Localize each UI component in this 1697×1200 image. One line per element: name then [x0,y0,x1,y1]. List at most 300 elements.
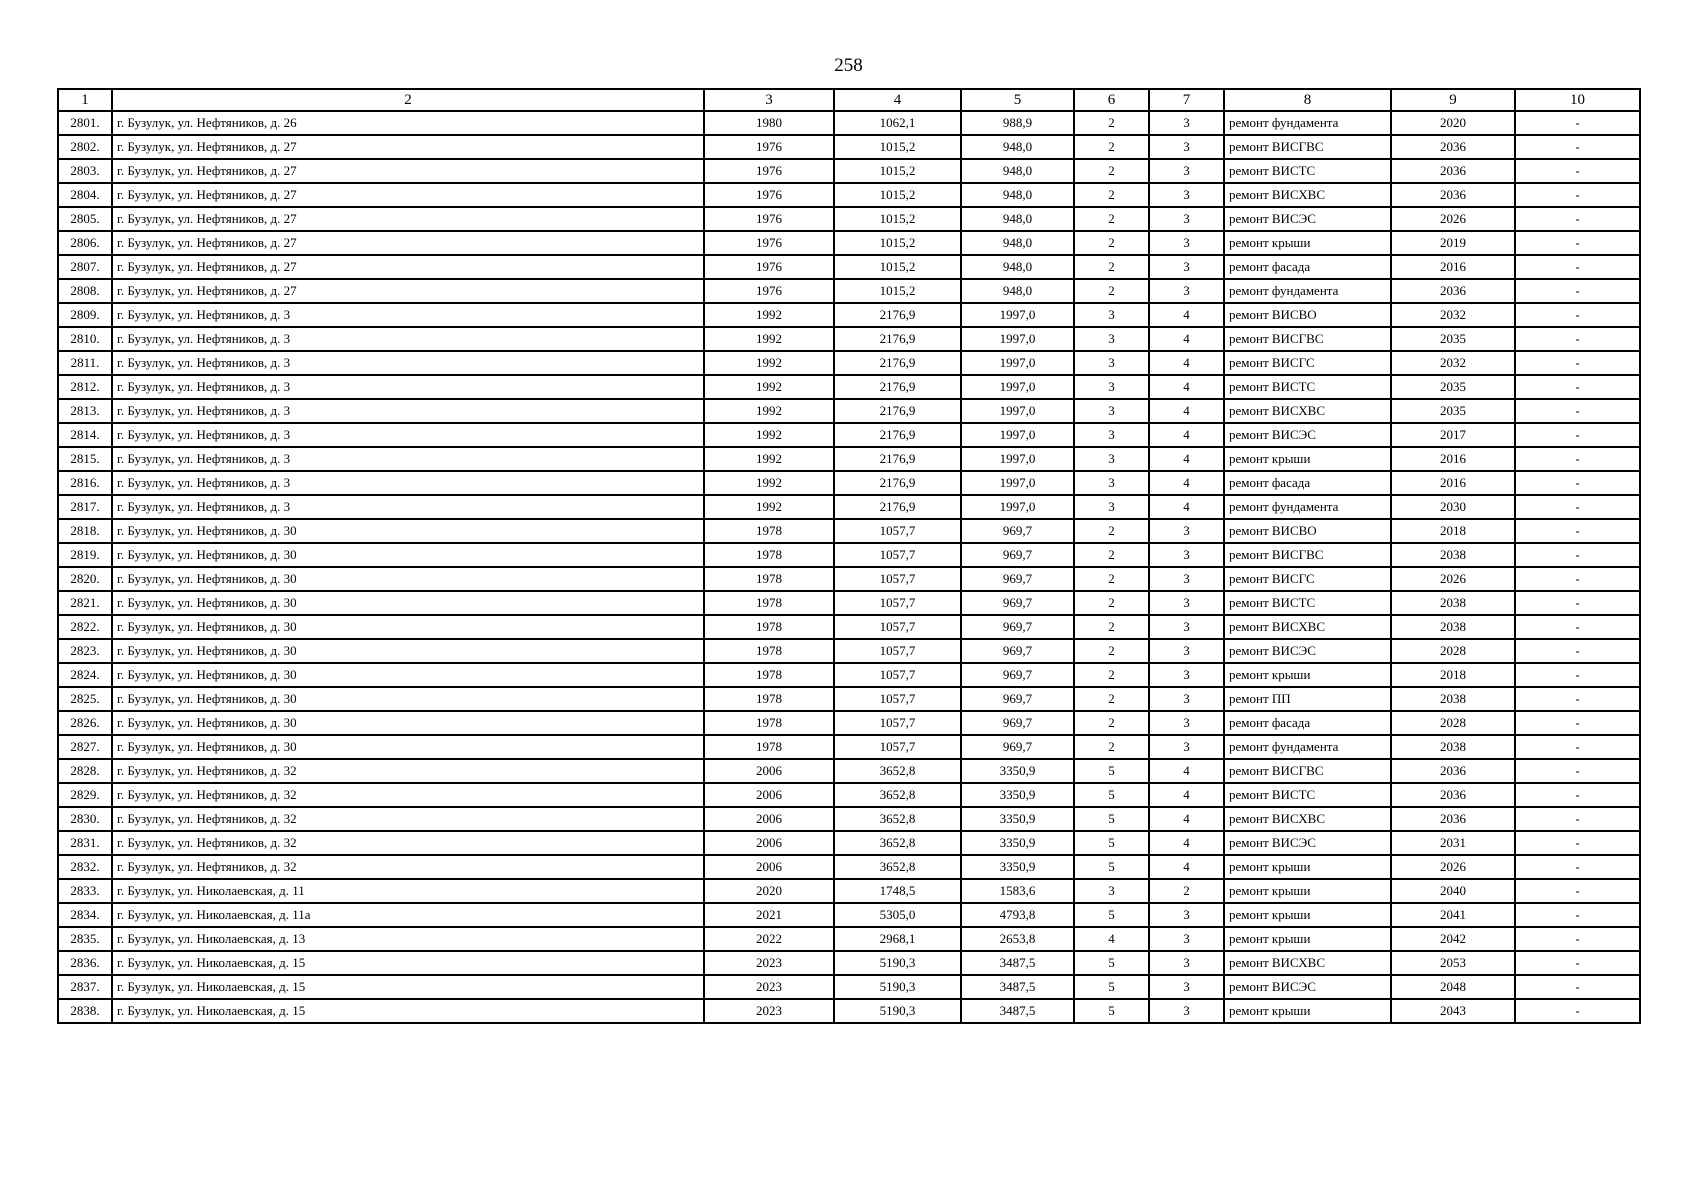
row-number-cell: 2830. [58,807,112,831]
year-built-cell: 1992 [704,471,834,495]
table-row [58,351,1640,375]
work-type-cell: ремонт фасада [1224,471,1391,495]
floors-cell: 3 [1074,399,1149,423]
row-number-cell: 2822. [58,615,112,639]
total-area-cell: 1015,2 [834,159,961,183]
address-cell: г. Бузулук, ул. Нефтяников, д. 30 [112,519,704,543]
work-type-cell: ремонт фасада [1224,255,1391,279]
floors-cell: 5 [1074,783,1149,807]
work-type-cell: ремонт ВИСЭС [1224,831,1391,855]
year-built-cell: 1976 [704,135,834,159]
entrances-cell: 3 [1149,111,1224,135]
row-number-cell: 2809. [58,303,112,327]
column-header: 5 [961,89,1074,111]
column-header: 6 [1074,89,1149,111]
work-type-cell: ремонт фундамента [1224,735,1391,759]
living-area-cell: 1997,0 [961,447,1074,471]
note-cell: - [1515,615,1640,639]
living-area-cell: 3350,9 [961,831,1074,855]
total-area-cell: 1057,7 [834,567,961,591]
row-number-cell: 2827. [58,735,112,759]
living-area-cell: 3487,5 [961,975,1074,999]
living-area-cell: 1997,0 [961,471,1074,495]
address-cell: г. Бузулук, ул. Нефтяников, д. 30 [112,639,704,663]
floors-cell: 3 [1074,327,1149,351]
entrances-cell: 2 [1149,879,1224,903]
entrances-cell: 3 [1149,207,1224,231]
row-number-cell: 2835. [58,927,112,951]
living-area-cell: 3350,9 [961,759,1074,783]
note-cell: - [1515,447,1640,471]
table-row [58,471,1640,495]
address-cell: г. Бузулук, ул. Нефтяников, д. 26 [112,111,704,135]
total-area-cell: 2176,9 [834,423,961,447]
floors-cell: 2 [1074,255,1149,279]
year-built-cell: 2006 [704,759,834,783]
address-cell: г. Бузулук, ул. Нефтяников, д. 32 [112,783,704,807]
entrances-cell: 3 [1149,903,1224,927]
table-row [58,735,1640,759]
year-built-cell: 2023 [704,999,834,1023]
entrances-cell: 3 [1149,711,1224,735]
row-number-cell: 2812. [58,375,112,399]
address-cell: г. Бузулук, ул. Николаевская, д. 15 [112,951,704,975]
address-cell: г. Бузулук, ул. Николаевская, д. 11а [112,903,704,927]
address-cell: г. Бузулук, ул. Нефтяников, д. 32 [112,831,704,855]
note-cell: - [1515,567,1640,591]
total-area-cell: 1015,2 [834,183,961,207]
table-row [58,591,1640,615]
entrances-cell: 3 [1149,183,1224,207]
table-row [58,663,1640,687]
planned-year-cell: 2035 [1391,399,1515,423]
note-cell: - [1515,399,1640,423]
note-cell: - [1515,903,1640,927]
floors-cell: 2 [1074,183,1149,207]
year-built-cell: 1992 [704,303,834,327]
row-number-cell: 2820. [58,567,112,591]
entrances-cell: 4 [1149,351,1224,375]
entrances-cell: 3 [1149,639,1224,663]
year-built-cell: 1976 [704,231,834,255]
year-built-cell: 1978 [704,687,834,711]
address-cell: г. Бузулук, ул. Нефтяников, д. 3 [112,399,704,423]
floors-cell: 5 [1074,903,1149,927]
total-area-cell: 3652,8 [834,783,961,807]
year-built-cell: 1978 [704,519,834,543]
year-built-cell: 1992 [704,495,834,519]
living-area-cell: 988,9 [961,111,1074,135]
column-header: 3 [704,89,834,111]
total-area-cell: 3652,8 [834,759,961,783]
row-number-cell: 2833. [58,879,112,903]
row-number-cell: 2805. [58,207,112,231]
work-type-cell: ремонт крыши [1224,903,1391,927]
entrances-cell: 4 [1149,447,1224,471]
living-area-cell: 2653,8 [961,927,1074,951]
entrances-cell: 3 [1149,951,1224,975]
note-cell: - [1515,831,1640,855]
work-type-cell: ремонт ВИСТС [1224,783,1391,807]
work-type-cell: ремонт фундамента [1224,495,1391,519]
floors-cell: 2 [1074,159,1149,183]
entrances-cell: 3 [1149,591,1224,615]
total-area-cell: 2176,9 [834,375,961,399]
table-row [58,231,1640,255]
note-cell: - [1515,255,1640,279]
note-cell: - [1515,543,1640,567]
total-area-cell: 1015,2 [834,207,961,231]
entrances-cell: 3 [1149,159,1224,183]
year-built-cell: 2006 [704,807,834,831]
floors-cell: 3 [1074,495,1149,519]
note-cell: - [1515,759,1640,783]
total-area-cell: 2176,9 [834,303,961,327]
table-row [58,303,1640,327]
total-area-cell: 5190,3 [834,951,961,975]
address-cell: г. Бузулук, ул. Нефтяников, д. 32 [112,759,704,783]
total-area-cell: 1057,7 [834,615,961,639]
table-row [58,399,1640,423]
entrances-cell: 3 [1149,927,1224,951]
address-cell: г. Бузулук, ул. Нефтяников, д. 30 [112,615,704,639]
entrances-cell: 3 [1149,999,1224,1023]
planned-year-cell: 2053 [1391,951,1515,975]
total-area-cell: 1748,5 [834,879,961,903]
year-built-cell: 2023 [704,975,834,999]
work-type-cell: ремонт крыши [1224,927,1391,951]
work-type-cell: ремонт ВИСЭС [1224,423,1391,447]
note-cell: - [1515,183,1640,207]
year-built-cell: 1976 [704,159,834,183]
work-type-cell: ремонт ВИСТС [1224,159,1391,183]
floors-cell: 2 [1074,519,1149,543]
row-number-cell: 2819. [58,543,112,567]
planned-year-cell: 2035 [1391,327,1515,351]
row-number-cell: 2801. [58,111,112,135]
address-cell: г. Бузулук, ул. Нефтяников, д. 3 [112,303,704,327]
living-area-cell: 969,7 [961,519,1074,543]
living-area-cell: 3350,9 [961,807,1074,831]
planned-year-cell: 2036 [1391,279,1515,303]
entrances-cell: 4 [1149,399,1224,423]
living-area-cell: 948,0 [961,279,1074,303]
address-cell: г. Бузулук, ул. Нефтяников, д. 30 [112,591,704,615]
entrances-cell: 3 [1149,735,1224,759]
planned-year-cell: 2035 [1391,375,1515,399]
row-number-cell: 2838. [58,999,112,1023]
floors-cell: 5 [1074,855,1149,879]
year-built-cell: 1976 [704,183,834,207]
address-cell: г. Бузулук, ул. Нефтяников, д. 32 [112,855,704,879]
living-area-cell: 1997,0 [961,495,1074,519]
column-header: 7 [1149,89,1224,111]
work-type-cell: ремонт ВИСХВС [1224,615,1391,639]
table-row [58,111,1640,135]
note-cell: - [1515,855,1640,879]
row-number-cell: 2832. [58,855,112,879]
work-type-cell: ремонт ВИСВО [1224,519,1391,543]
living-area-cell: 948,0 [961,183,1074,207]
total-area-cell: 2176,9 [834,495,961,519]
planned-year-cell: 2032 [1391,351,1515,375]
planned-year-cell: 2028 [1391,639,1515,663]
living-area-cell: 3487,5 [961,951,1074,975]
address-cell: г. Бузулук, ул. Нефтяников, д. 30 [112,567,704,591]
work-type-cell: ремонт ВИСХВС [1224,183,1391,207]
entrances-cell: 4 [1149,327,1224,351]
note-cell: - [1515,927,1640,951]
floors-cell: 3 [1074,303,1149,327]
table-row [58,543,1640,567]
entrances-cell: 3 [1149,231,1224,255]
address-cell: г. Бузулук, ул. Нефтяников, д. 27 [112,159,704,183]
work-type-cell: ремонт ВИСЭС [1224,975,1391,999]
floors-cell: 2 [1074,591,1149,615]
living-area-cell: 948,0 [961,231,1074,255]
entrances-cell: 3 [1149,687,1224,711]
row-number-cell: 2811. [58,351,112,375]
entrances-cell: 3 [1149,135,1224,159]
floors-cell: 5 [1074,999,1149,1023]
year-built-cell: 1978 [704,735,834,759]
planned-year-cell: 2036 [1391,759,1515,783]
living-area-cell: 3350,9 [961,783,1074,807]
work-type-cell: ремонт фундамента [1224,111,1391,135]
year-built-cell: 1992 [704,447,834,471]
note-cell: - [1515,279,1640,303]
note-cell: - [1515,711,1640,735]
planned-year-cell: 2016 [1391,447,1515,471]
row-number-cell: 2825. [58,687,112,711]
planned-year-cell: 2017 [1391,423,1515,447]
table-row [58,783,1640,807]
living-area-cell: 969,7 [961,711,1074,735]
row-number-cell: 2814. [58,423,112,447]
total-area-cell: 1062,1 [834,111,961,135]
row-number-cell: 2829. [58,783,112,807]
address-cell: г. Бузулук, ул. Николаевская, д. 15 [112,999,704,1023]
row-number-cell: 2826. [58,711,112,735]
floors-cell: 5 [1074,975,1149,999]
work-type-cell: ремонт ПП [1224,687,1391,711]
note-cell: - [1515,135,1640,159]
table-row [58,423,1640,447]
entrances-cell: 4 [1149,423,1224,447]
address-cell: г. Бузулук, ул. Николаевская, д. 13 [112,927,704,951]
floors-cell: 3 [1074,879,1149,903]
living-area-cell: 948,0 [961,135,1074,159]
total-area-cell: 1057,7 [834,711,961,735]
address-cell: г. Бузулук, ул. Нефтяников, д. 3 [112,471,704,495]
registry-table [57,88,1641,1024]
floors-cell: 2 [1074,735,1149,759]
entrances-cell: 3 [1149,663,1224,687]
total-area-cell: 3652,8 [834,831,961,855]
living-area-cell: 969,7 [961,687,1074,711]
entrances-cell: 3 [1149,543,1224,567]
row-number-cell: 2808. [58,279,112,303]
table-row [58,831,1640,855]
planned-year-cell: 2036 [1391,807,1515,831]
planned-year-cell: 2040 [1391,879,1515,903]
table-row [58,759,1640,783]
address-cell: г. Бузулук, ул. Нефтяников, д. 30 [112,687,704,711]
table-row [58,447,1640,471]
total-area-cell: 2176,9 [834,471,961,495]
work-type-cell: ремонт ВИСТС [1224,591,1391,615]
address-cell: г. Бузулук, ул. Нефтяников, д. 27 [112,183,704,207]
row-number-cell: 2807. [58,255,112,279]
total-area-cell: 1015,2 [834,255,961,279]
floors-cell: 3 [1074,423,1149,447]
entrances-cell: 4 [1149,807,1224,831]
table-row [58,855,1640,879]
work-type-cell: ремонт крыши [1224,999,1391,1023]
column-header: 4 [834,89,961,111]
floors-cell: 5 [1074,951,1149,975]
planned-year-cell: 2041 [1391,903,1515,927]
work-type-cell: ремонт ВИСГВС [1224,327,1391,351]
floors-cell: 3 [1074,351,1149,375]
entrances-cell: 4 [1149,759,1224,783]
total-area-cell: 1057,7 [834,519,961,543]
floors-cell: 2 [1074,543,1149,567]
planned-year-cell: 2038 [1391,735,1515,759]
total-area-cell: 1015,2 [834,135,961,159]
work-type-cell: ремонт крыши [1224,663,1391,687]
address-cell: г. Бузулук, ул. Нефтяников, д. 27 [112,135,704,159]
note-cell: - [1515,639,1640,663]
living-area-cell: 948,0 [961,255,1074,279]
work-type-cell: ремонт ВИСЭС [1224,639,1391,663]
floors-cell: 5 [1074,807,1149,831]
year-built-cell: 1976 [704,279,834,303]
planned-year-cell: 2038 [1391,615,1515,639]
address-cell: г. Бузулук, ул. Нефтяников, д. 32 [112,807,704,831]
planned-year-cell: 2030 [1391,495,1515,519]
floors-cell: 2 [1074,567,1149,591]
year-built-cell: 1976 [704,207,834,231]
living-area-cell: 3487,5 [961,999,1074,1023]
floors-cell: 2 [1074,207,1149,231]
table-row [58,999,1640,1023]
address-cell: г. Бузулук, ул. Нефтяников, д. 3 [112,327,704,351]
total-area-cell: 2176,9 [834,399,961,423]
year-built-cell: 1978 [704,591,834,615]
table-row [58,639,1640,663]
address-cell: г. Бузулук, ул. Николаевская, д. 11 [112,879,704,903]
note-cell: - [1515,519,1640,543]
floors-cell: 4 [1074,927,1149,951]
work-type-cell: ремонт ВИСВО [1224,303,1391,327]
planned-year-cell: 2026 [1391,567,1515,591]
note-cell: - [1515,207,1640,231]
note-cell: - [1515,999,1640,1023]
row-number-cell: 2818. [58,519,112,543]
floors-cell: 2 [1074,687,1149,711]
year-built-cell: 2023 [704,951,834,975]
total-area-cell: 1057,7 [834,591,961,615]
note-cell: - [1515,591,1640,615]
total-area-cell: 1057,7 [834,639,961,663]
living-area-cell: 1997,0 [961,351,1074,375]
year-built-cell: 1992 [704,375,834,399]
entrances-cell: 3 [1149,975,1224,999]
table-row [58,927,1640,951]
row-number-cell: 2834. [58,903,112,927]
column-header: 9 [1391,89,1515,111]
year-built-cell: 2020 [704,879,834,903]
planned-year-cell: 2019 [1391,231,1515,255]
planned-year-cell: 2038 [1391,591,1515,615]
living-area-cell: 4793,8 [961,903,1074,927]
total-area-cell: 3652,8 [834,807,961,831]
living-area-cell: 969,7 [961,663,1074,687]
page-number: 258 [834,55,863,76]
column-header: 10 [1515,89,1640,111]
floors-cell: 3 [1074,471,1149,495]
year-built-cell: 2006 [704,855,834,879]
planned-year-cell: 2016 [1391,471,1515,495]
floors-cell: 5 [1074,831,1149,855]
table-row [58,711,1640,735]
living-area-cell: 3350,9 [961,855,1074,879]
year-built-cell: 1992 [704,327,834,351]
planned-year-cell: 2032 [1391,303,1515,327]
work-type-cell: ремонт фасада [1224,711,1391,735]
planned-year-cell: 2042 [1391,927,1515,951]
row-number-cell: 2806. [58,231,112,255]
address-cell: г. Бузулук, ул. Нефтяников, д. 30 [112,543,704,567]
year-built-cell: 1980 [704,111,834,135]
work-type-cell: ремонт ВИСЭС [1224,207,1391,231]
work-type-cell: ремонт крыши [1224,879,1391,903]
address-cell: г. Бузулук, ул. Нефтяников, д. 27 [112,231,704,255]
table-row [58,135,1640,159]
living-area-cell: 969,7 [961,567,1074,591]
planned-year-cell: 2038 [1391,543,1515,567]
year-built-cell: 2022 [704,927,834,951]
note-cell: - [1515,495,1640,519]
year-built-cell: 2006 [704,831,834,855]
floors-cell: 2 [1074,279,1149,303]
total-area-cell: 2968,1 [834,927,961,951]
note-cell: - [1515,783,1640,807]
table-row [58,159,1640,183]
entrances-cell: 4 [1149,375,1224,399]
planned-year-cell: 2026 [1391,855,1515,879]
note-cell: - [1515,663,1640,687]
table-row [58,687,1640,711]
year-built-cell: 1992 [704,423,834,447]
table-row [58,327,1640,351]
table-row [58,207,1640,231]
planned-year-cell: 2020 [1391,111,1515,135]
total-area-cell: 1057,7 [834,735,961,759]
total-area-cell: 5190,3 [834,975,961,999]
planned-year-cell: 2031 [1391,831,1515,855]
year-built-cell: 1978 [704,711,834,735]
note-cell: - [1515,807,1640,831]
work-type-cell: ремонт ВИСХВС [1224,807,1391,831]
entrances-cell: 3 [1149,279,1224,303]
entrances-cell: 4 [1149,471,1224,495]
planned-year-cell: 2028 [1391,711,1515,735]
row-number-cell: 2803. [58,159,112,183]
table-body [58,111,1640,1023]
work-type-cell: ремонт фундамента [1224,279,1391,303]
